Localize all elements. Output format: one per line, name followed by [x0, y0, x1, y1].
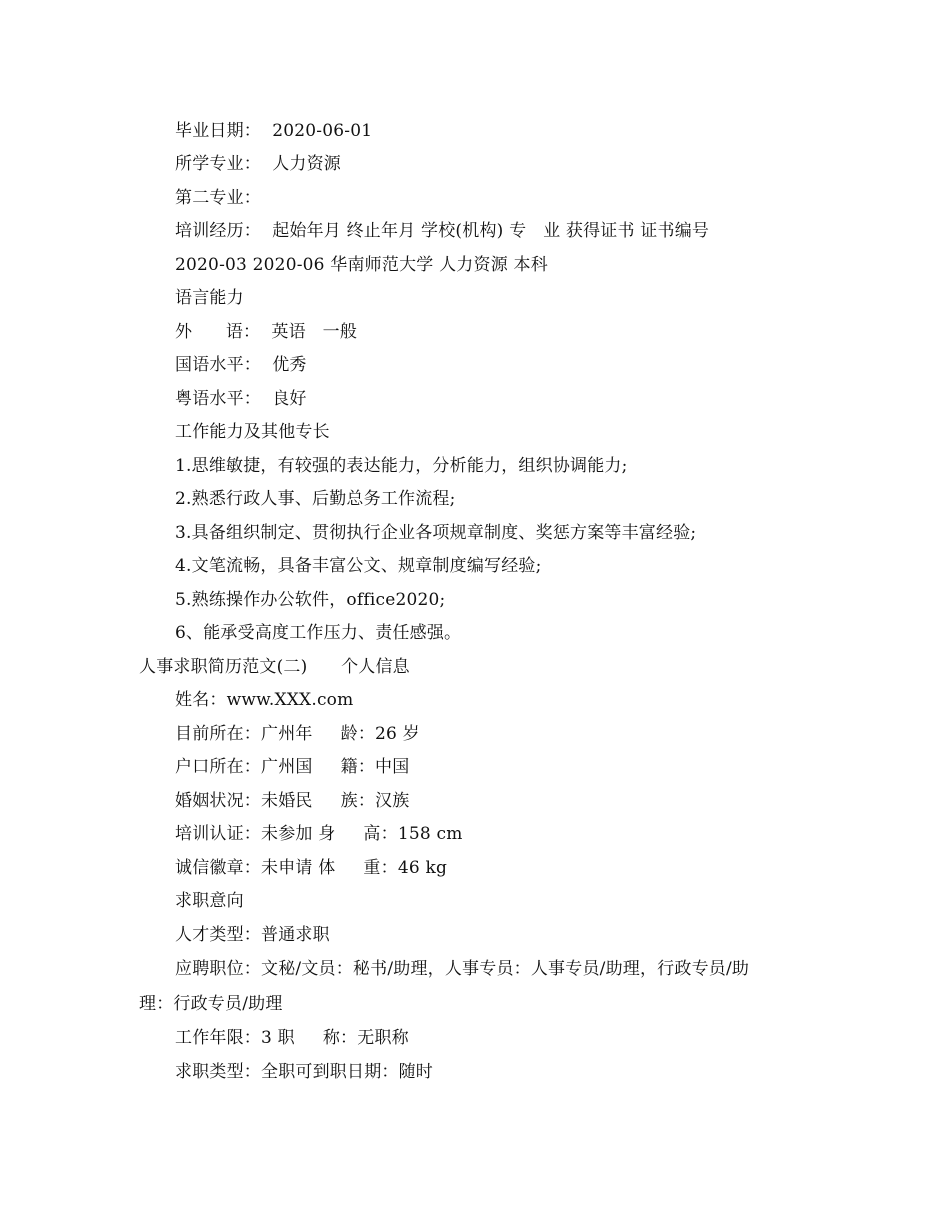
cantonese-level-line: 粤语水平： 良好: [175, 389, 307, 409]
location-age-line: 目前所在：广州年 龄：26 岁: [175, 724, 420, 744]
training-header-line: 培训经历： 起始年月 终止年月 学校(机构) 专 业 获得证书 证书编号: [175, 221, 710, 241]
second-major-line: 第二专业：: [175, 188, 261, 208]
skill-item-5: 5.熟练操作办公软件，office2020;: [175, 590, 446, 610]
skill-item-3: 3.具备组织制定、贯彻执行企业各项规章制度、奖惩方案等丰富经验;: [175, 523, 697, 543]
name-line: 姓名：www.XXX.com: [175, 690, 354, 710]
applied-position-continued: 理：行政专员/助理: [139, 994, 283, 1014]
work-years-title-line: 工作年限：3 职 称：无职称: [175, 1028, 409, 1048]
talent-type-line: 人才类型：普通求职: [175, 925, 330, 945]
mandarin-level-line: 国语水平： 优秀: [175, 355, 307, 375]
certification-height-line: 培训认证：未参加 身 高：158 cm: [175, 824, 463, 844]
job-type-availability-line: 求职类型：全职可到职日期：随时: [175, 1062, 433, 1082]
training-record-line: 2020-03 2020-06 华南师范大学 人力资源 本科: [175, 255, 548, 275]
skill-item-6: 6、能承受高度工作压力、责任感强。: [175, 623, 462, 643]
foreign-language-line: 外 语： 英语 一般: [175, 322, 358, 342]
job-intention-heading: 求职意向: [175, 891, 244, 911]
language-heading: 语言能力: [175, 288, 244, 308]
marital-ethnicity-line: 婚姻状况：未婚民 族：汉族: [175, 791, 410, 811]
applied-position-line: 应聘职位：文秘/文员：秘书/助理，人事专员：人事专员/助理，行政专员/助: [175, 959, 750, 979]
hukou-nationality-line: 户口所在：广州国 籍：中国: [175, 757, 410, 777]
skills-heading: 工作能力及其他专长: [175, 422, 330, 442]
graduation-date-line: 毕业日期： 2020-06-01: [175, 121, 373, 141]
skill-item-1: 1.思维敏捷，有较强的表达能力，分析能力，组织协调能力;: [175, 456, 628, 476]
major-line: 所学专业： 人力资源: [175, 154, 342, 174]
skill-item-2: 2.熟悉行政人事、后勤总务工作流程;: [175, 489, 456, 509]
badge-weight-line: 诚信徽章：未申请 体 重：46 kg: [175, 858, 448, 878]
skill-item-4: 4.文笔流畅，具备丰富公文、规章制度编写经验;: [175, 556, 542, 576]
section-title: 人事求职简历范文(二) 个人信息: [139, 657, 410, 677]
